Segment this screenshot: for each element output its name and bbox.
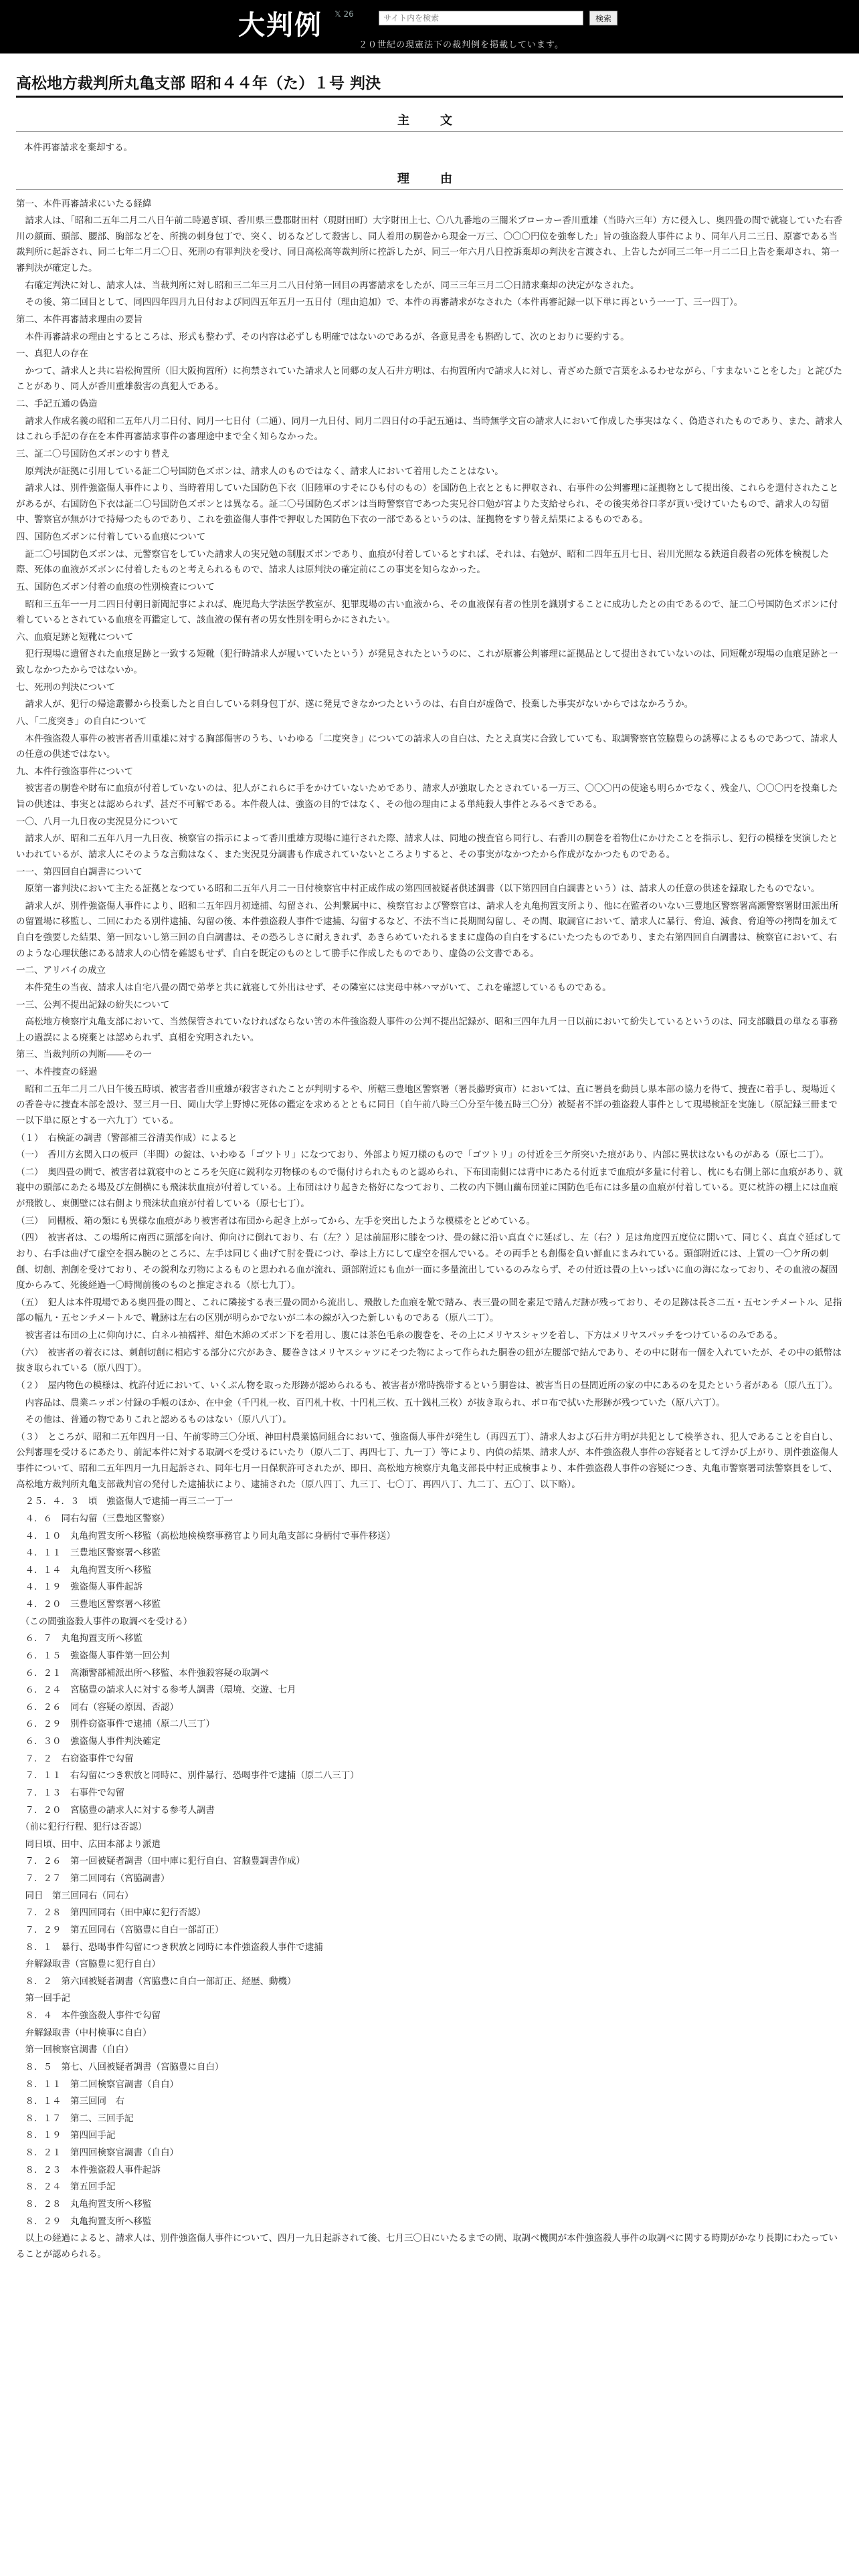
reason-paragraph: ８．１７ 第二、三回手記 — [16, 2113, 134, 2124]
reason-paragraph: 二、手記五通の偽造 — [16, 399, 98, 410]
reason-paragraph: ８．２１ 第四回検察官調書（自白） — [16, 2147, 179, 2159]
reason-paragraph: （この間強盗殺人事件の取調べを受ける） — [16, 1616, 193, 1627]
reason-paragraph: ７．１１ 右勾留につき釈放と同時に、別件暴行、恐喝事件で逮捕（原二八三丁） — [16, 1770, 359, 1782]
reason-paragraph: 九、本件行強盗事件について — [16, 766, 134, 777]
reason-paragraph: 被害者の胴巻や財布に血痕が付着していないのは、犯人がこれらに手をかけていないためであり、請求人が強取したとされている一万三、〇〇〇円の使途も明らかでなく、残金八、〇〇〇円を投棄した旨の供述は、事実とは認められず、甚だ不可解である。本件殺人は、強盗の目的ではなく、その他の理由による単純殺人事件とみるべきである。 — [16, 783, 838, 811]
reason-paragraph: （１） 右検証の調書（警部補三谷清美作成）によると — [16, 1132, 237, 1144]
reason-paragraph: （三） 同棚板、箱の類にも異様な血痕があり被害者は布団から起き上がってから、左手を突出したような模様をとどめている。 — [16, 1215, 536, 1226]
site-tagline: ２０世紀の現憲法下の裁判例を掲載しています。 — [359, 40, 564, 50]
reason-paragraph: 同日 第三回同右（同右） — [16, 1890, 134, 1901]
reason-paragraph: その他は、普通の物でありこれと認めるものはない（原八八丁）。 — [16, 1414, 292, 1426]
reason-paragraph: ４．２０ 三豊地区警察署へ移監 — [16, 1599, 161, 1610]
site-logo[interactable]: 大判例 — [238, 9, 322, 41]
reason-paragraph: 一三、公判不提出記録の紛失について — [16, 999, 170, 1010]
reason-paragraph: その後、第二回目として、同四四年四月九日付および同四五年五月一五日付（理由追加）で、本件の再審請求がなされた（本件再審記録一以下単に再という一一丁、三一四丁）。 — [16, 297, 743, 308]
reason-paragraph: ８．２８ 丸亀拘置支所へ移監 — [16, 2198, 152, 2210]
reason-paragraph: 第二、本件再審請求理由の要旨 — [16, 314, 142, 325]
main-text-heading: 主 文 — [16, 111, 843, 132]
reason-paragraph: 以上の経過によると、請求人は、別件強盗傷人事件について、四月一九日起訴されて後、七月三〇日にいたるまでの間、取調べ機関が本件強盗殺人事件の取調べに関する時期がかなり長期にわたっていることが認められる。 — [16, 2233, 838, 2260]
reason-paragraph: 一、本件捜査の経過 — [16, 1067, 98, 1078]
reason-paragraph: ８．２３ 本件強盗殺人事件起訴 — [16, 2164, 161, 2175]
reason-paragraph: 第一回検察官調書（自白） — [16, 2044, 134, 2056]
site-header — [0, 0, 859, 53]
reason-paragraph: ４．１９ 強盗傷人事件起訴 — [16, 1582, 142, 1593]
reason-paragraph: 一、真犯人の存在 — [16, 348, 88, 360]
reason-paragraph: ６．３０ 強盗傷人事件判決確定 — [16, 1736, 161, 1747]
reason-paragraph: 一一、第四回自白調書について — [16, 866, 142, 877]
reason-paragraph: 高松地方検察庁丸亀支部において、当然保管されていなければならない筈の本件強盗殺人事件の公判不提出記録が、昭和三四年九月一日以前において紛失しているというのは、同支部職員の単なる事務上の過誤による廃棄とは認められず、真相を究明されたい。 — [16, 1016, 838, 1043]
reason-paragraph: ７．２９ 第五回同右（宮脇豊に自白一部訂正） — [16, 1924, 224, 1935]
reason-paragraph: ７．２８ 第四回同右（田中庫に犯行否認） — [16, 1907, 206, 1919]
reason-paragraph: 請求人作成名義の昭和二五年八月二日付、同月一七日付（二通）、同月一九日付、同月二四日付の手記五通は、当時無学文盲の請求人において作成した事実はなく、偽造されたものであり、また、請求人はこれら手記の存在を本件再審請求事件の審理途中まで全く知らなかった。 — [16, 415, 842, 443]
reason-paragraph: 一二、アリバイの成立 — [16, 965, 106, 976]
reason-paragraph: ７．１３ 右事件で勾留 — [16, 1787, 124, 1798]
reason-paragraph: 六、血痕足跡と短靴について — [16, 631, 134, 643]
reason-paragraph: ８．４ 本件強盗殺人事件で勾留 — [16, 2010, 161, 2022]
reason-paragraph: ４．１１ 三豊地区警察署へ移監 — [16, 1547, 161, 1559]
search-input[interactable] — [379, 11, 583, 25]
reason-paragraph: 原判決が証拠に引用している証二〇号国防色ズボンは、請求人のものではなく、請求人において着用したことはない。 — [16, 465, 504, 477]
reason-paragraph: 右確定判決に対し、請求人は、当裁判所に対し昭和三二年三月二八日付第一回目の再審請求をしたが、同三三年三月二〇日請求棄却の決定がなされた。 — [16, 280, 640, 291]
reason-paragraph: ８．５ 第七、八回被疑者調書（宮脇豊に自白） — [16, 2061, 224, 2072]
reason-paragraph: ８．１１ 第二回検察官調書（自白） — [16, 2078, 179, 2090]
reason-paragraph: ８．１９ 第四回手記 — [16, 2130, 116, 2141]
reason-paragraph: 請求人が、別件強盗傷人事件により、昭和二五年四月初達捕、勾留され、公判繋属中に、検察官および警察官は、請求人を丸亀拘置支所より、他に在監者のいない三豊地区警察署高瀬警察署財田派出所の留置場に移監し、二回にわたる別件逮捕、勾留の後、本件強盗殺人事件で逮捕、勾留するなど、不法不当に長期間勾留し、その間、取調官において、請求人に暴行、脅迫、減食、脅迫等の拷問を加えて自白を強要した結果、第一回ないし第三回の自白調書は、その恐ろしさに耐えきれず、あきらめていたれるままに虚偽の自白をするにいたつたものであり、また右第四回自白調書は、検察官において、右のような心理状態にある請求人の心情を確認もせず、自白を既定のものとして勝手に作成したものであり、虚偽の公文書である。 — [16, 900, 839, 959]
reason-paragraph: ６．２６ 同右（容疑の原因、否認） — [16, 1701, 179, 1713]
reason-paragraph: 昭和三五年一一月二四日付朝日新聞記事によれば、鹿児島大学法医学教室が、犯罪現場の古い血液から、その血液保有者の性別を識別することに成功したとの由であるので、証二〇号国防色ズボンに付着しているとされている血痕を再鑑定して、該血液の保有者の男女性別を明らかにされたい。 — [16, 599, 838, 626]
reason-paragraph: （六） 被害者の着衣には、刺創切創に相応する部分に穴があき、腰巻きはメリヤスシャツにそつた物によって作られた胴巻の紐が左腰部で結んであり、その中に財布一個を入れていたが、その中の紙幣は抜き取られている（原八四丁）。 — [16, 1347, 842, 1374]
reason-paragraph: （前に犯行行程、犯行は否認） — [16, 1822, 147, 1833]
reason-paragraph: 請求人が、犯行の帰途叢鬱から投棄したと自白している刺身包丁が、遂に発見できなかつたというのは、右自白が虚偽で、投棄した事実がないからではなかろうか。 — [16, 699, 694, 710]
reason-paragraph: 七、死刑の判決について — [16, 681, 116, 693]
reason-paragraph: 八、「二度突き」の自白について — [16, 716, 147, 727]
reason-paragraph: かつて、請求人と共に岩松拘置所（旧大阪拘置所）に拘禁されていた請求人と同郷の友人石井方明は、右拘置所内で請求人に対し、青ざめた顔で言葉をふるわせながら、「すまないことをした」と詫びたことがあり、同人が香川重雄殺害の真犯人である。 — [16, 365, 842, 393]
reason-paragraph: ６．２４ 宮脇豊の請求人に対する参考人調書（環境、交遊、七月 — [16, 1685, 296, 1696]
reason-paragraph: 同日頃、田中、広田本部より派遣 — [16, 1838, 161, 1850]
reason-paragraph: 被害者は布団の上に仰向けに、白ネル袖襦袢、紺色木綿のズボン下を着用し、腹には茶色毛糸の腹巻を、その上にメリヤスシャツを着し、下方はメリヤスパッチをつけているのみである。 — [16, 1330, 783, 1341]
reason-paragraph: ６．７ 丸亀拘置支所へ移監 — [16, 1633, 142, 1644]
reason-paragraph: （一） 香川方玄関入口の板戸（半間）の錠は、いわゆる「ゴツトリ」になつており、外部より短刀様のもので「ゴツトリ」の付近を三ケ所突いた痕があり、内部に異状はないものがある（原七二丁）。 — [16, 1150, 829, 1161]
reason-paragraph: 第一回手記 — [16, 1993, 70, 2004]
reason-paragraph: 請求人は、「昭和二五年二月二八日午前二時過ぎ頃、香川県三豊郡財田村（現財田町）大字財田上七、〇八九番地の三闇米ブローカー香川重雄（当時六三年）方に侵入し、奥四畳の間で就寝していた右香川の顔面、頭部、腰部、胸部などを、所携の刺身包丁で、突く、切るなどして殺害し、同人着用の胴巻から現金一万三、〇〇〇円位を強奪した」旨の強盗殺人事件により、同年八月二三日、原審である当裁判所に起訴され、同二七年二月二〇日、死刑の有罪判決を受け、同日高松高等裁判所に控訴したが、同三一年六月八日控訴棄却の判決を言渡され、上告したが同三二年一月二二日上告を棄却され、第一審判決が確定した。 — [16, 215, 842, 274]
reason-paragraph: ６．２１ 高瀬警部補派出所へ移監、本件強殺容疑の取調べ — [16, 1667, 269, 1679]
reason-paragraph: 内容品は、農業ニッポン付録の手帳のほか、在中金（千円札一枚、百円札十枚、十円札三枚、五十銭札三枚）が抜き取られ、ボロ布で拭いた形跡が残つていた（原八六丁）。 — [16, 1397, 726, 1408]
reason-paragraph: （二） 奥四畳の間で、被害者は就寝中のところを矢庭に鋭利な刃物様のもので傷付けられたものと認められ、下布団南側には背中にあたる付近まで血痕が多量に付着し、枕にも右側上部に血痕があり、就寝中の頭部にあたる場及び左側横にも飛沫状血痕が付着している。上布団はけり起きた格好になつており、二枚の内下側山繭布団並に国防色毛布には多量の血痕が付着している。更に枕許の棚上には血痕が飛散し、東側壁には右側より飛沫状血痕が付着している（原七七丁）。 — [16, 1166, 843, 1210]
reason-paragraph: ８．１４ 第三回同 右 — [16, 2096, 124, 2107]
case-title: 高松地方裁判所丸亀支部 昭和４４年（た）１号 判決 — [16, 71, 843, 98]
reason-paragraph: 本件再審請求の理由とするところは、形式も整わず、その内容は必ずしも明確ではないのであるが、各意見書をも斟酌して、次のとおりに要約する。 — [16, 331, 630, 342]
reason-paragraph: 犯行現場に遺留された血痕足跡と一致する短靴（犯行時請求人が履いていたという）が発見されたというのに、これが原審公判審理に証拠品として提出されていないのは、同短靴が現場の血痕足跡と一致しなかつたからではないか。 — [16, 649, 838, 676]
reason-paragraph: ７．２７ 第二回同右（宮脇調書） — [16, 1873, 170, 1885]
reason-paragraph: 弁解録取書（中村検事に自白） — [16, 2027, 152, 2038]
reason-paragraph: ６．２９ 別件窃盗事件で逮捕（原二八三丁） — [16, 1719, 215, 1730]
reason-paragraph: ７．２ 右窃盗事件で勾留 — [16, 1753, 134, 1764]
reason-paragraph: 一〇、八月一九日夜の実況見分について — [16, 816, 179, 827]
reason-paragraph: 請求人が、昭和二五年八月一九日夜、検察官の指示によって香川重雄方現場に連行された際、請求人は、同地の捜査官ら同行し、右香川の胴巻を着物仕にかけたことを指示し、犯行の模様を実演したといわれているが、請求人にそのような言動はなく、また実況見分調書も作成されていないところよりすると、その事実がなかつたから作成がなかつたものである。 — [16, 833, 838, 860]
reason-paragraph: 弁解録取書（宮脇豊に犯行自白） — [16, 1959, 161, 1970]
reason-paragraph: （五） 犯人は本件現場である奥四畳の間と、これに隣接する表三畳の間から流出し、飛散した血痕を靴で踏み、表三畳の間を素足で踏んだ跡が残っており、その足跡は長さ二五・五センチメートル、足指部の幅九・五センチメートルで、靴跡は左右の区別が明らかでないが二本の線が入つた新しいものである（原八二丁）。 — [16, 1297, 842, 1324]
reason-paragraph: ８．１ 暴行、恐喝事件勾留につき釈放と同時に本件強盗殺人事件で逮捕 — [16, 1941, 323, 1953]
reason-paragraph: 昭和二五年二月二八日午後五時頃、被害者香川重雄が殺害されたことが判明するや、所轄三豊地区警察署（署長藤野寅市）においては、直に署員を動員し県本部の協力を得て、捜査に着手し、現場近くの香巻寺に捜査本部を設け、翌三月一日、岡山大学上野博に死体の鑑定を求めるとともに同日（自午前八時三〇分至午後五時三〇分）被疑者不詳の強盗殺人事件として現場検証を実施し（原記録三冊まで一以下単に原とする一六九丁）ている。 — [16, 1083, 838, 1126]
reason-paragraph: ８．２ 第六回被疑者調書（宮脇豊に自白一部訂正、経歴、動機） — [16, 1975, 296, 1987]
reason-paragraph: （四） 被害者は、この場所に南西に頭部を向け、仰向けに倒れており、右（左？）足は前屈形に膝をつけ、畳の縁に沿い真直ぐに延ばし、左（右？）足は角度四五度位に開いて、同じく、真直ぐ延ばしており、右手は曲げて虚空を掴み腕のところに、左手は同じく曲げて肘を畳につけ、拳は上方にして虚空を掴んでいる。その両手とも創傷を負い鮮血にまみれている。頭部附近には、上質の一〇ケ所の刺創、切創、割創を受けており、その鋭利な刃物によるものと思われる血が流れ、頭部附近にも血が一面に多量流出しているのみならず、その付近は畳の上いっぱいに血の海になっており、その血液の凝固度からみて、死後経過一〇時間前後のものと推定される（原七九丁）。 — [16, 1232, 842, 1291]
reason-paragraph: ６．１５ 強盗傷人事件第一回公判 — [16, 1650, 170, 1661]
reason-paragraph: （２） 屋内物色の模様は、枕許付近において、いくぶん物を取った形跡が認められるも、被害者が常時携帯するという胴巻は、被害当日の昼間近所の家の中にあるのを見たという者がある（原八五丁）。 — [16, 1380, 838, 1391]
reason-paragraph: 第三、当裁判所の判断――その一 — [16, 1049, 152, 1061]
reason-paragraph: 本件強盗殺人事件の被害者香川重雄に対する胸部傷害のうち、いわゆる「二度突き」についての請求人の自白は、たとえ真実に合致していても、取調警察官笠脇豊らの誘導によるものであつて、請求人の任意の供述ではない。 — [16, 733, 838, 760]
reason-paragraph: 五、国防色ズボン付着の血痕の性別検査について — [16, 581, 215, 593]
reason-paragraph: 四、国防色ズボンに付着している血痕について — [16, 532, 206, 543]
reason-heading: 理 由 — [16, 169, 843, 190]
search-button[interactable]: 検索 — [589, 11, 617, 25]
main-text: 本件再審請求を棄却する。 — [24, 142, 132, 153]
reason-paragraph: 三、証二〇号国防色ズボンのすり替え — [16, 448, 170, 459]
reason-paragraph: 原第一審判決において主たる証拠となつている昭和二五年八月二一日付検察官中村正成作成の第四回被疑者供述調書（以下第四回自白調書という）は、請求人の任意の供述を録取したものでない。 — [16, 883, 820, 895]
reason-paragraph: 本件発生の当夜、請求人は自宅八畳の間で弟孝と共に就寝して外出はせず、その隣室には実母中林ハマがいて、これを確認しているものである。 — [16, 982, 611, 993]
reason-paragraph: 第一、本件再審請求にいたる経緯 — [16, 198, 152, 209]
reason-paragraph: ４．６ 同右勾留（三豊地区警察） — [16, 1513, 170, 1524]
reason-paragraph: ７．２０ 宮脇豊の請求人に対する参考人調書 — [16, 1804, 215, 1816]
reason-paragraph: ２５．４．３ 頃 強盗傷人で逮捕一再三二一丁一 — [16, 1496, 233, 1507]
x-share-link[interactable]: 𝕏 26 — [335, 9, 354, 19]
reason-paragraph: 証二〇号国防色ズボンは、元警察官をしていた請求人の実兄勉の制服ズボンであり、血痕が付着しているとすれば、それは、右勉が、昭和二四年五月七日、岩川光照なる鉄道自殺者の死体を検視した際、死体の血液がズボンに付着したものと考えられるもので、請求人は原判決の確定前にこの事実を知らなかった。 — [16, 548, 829, 576]
reason-paragraph: ４．１４ 丸亀拘置支所へ移監 — [16, 1564, 152, 1576]
reason-paragraph: ４．１０ 丸亀拘置支所へ移監（高松地検検察事務官より同丸亀支部に身柄付で事件移送） — [16, 1530, 395, 1541]
reason-paragraph: 請求人は、別件強盗傷人事件により、当時着用していた国防色下衣（旧陸軍のすそにひも付のもの）を国防色上衣とともに押収され、右事件の公判審理に証拠物として提出後、これらを還付されたことがあるが、右国防色下衣は証二〇号国防色ズボンとは異なる。証二〇号国防色ズボンは当時警察官であつた実兄谷口勉が宮よりた支給せられ、その後実弟谷口孝が貰い受けていたもので、請求人の勾留中、警察官が無がけで持帰つたものであり、これを強盗傷人事件で押収した国防色下衣の一部であるというのは、証拠物をすり替え結果によるものである。 — [16, 483, 839, 526]
reason-paragraph: ８．２９ 丸亀拘置支所へ移監 — [16, 2216, 152, 2227]
reason-paragraph: （３） ところが、昭和二五年四月一日、午前零時三〇分頃、神田村農業協同組合において、強盗傷人事件が発生し（再四五丁）、請求人および石井方明が共犯として検挙され、犯人であることを自白し、公判審理を受けるにあたり、前記本件に対する取調べを受けるにいたり（原八二丁、再四七丁、九一丁）等により、内偵の結果、請求人が、本件強盗殺人事件の容疑者として浮かび上がり、別件強盗傷人事件について、昭和二五年四月一九日起訴され、同年七月一日保釈許可されたが、即日、高松地方検察庁丸亀支部長中村正成検事より、本件強盗殺人事件の容疑につき、丸亀市警察署司法警察員をして、高松地方裁判所丸亀支部裁判官の発付した逮捕状により、逮捕された（原八四丁、九三丁、七〇丁、再四八丁、九二丁、五〇丁、以下略）。 — [16, 1431, 839, 1490]
reason-body — [16, 197, 843, 2263]
reason-paragraph: ８．２４ 第五回手記 — [16, 2181, 116, 2193]
reason-paragraph: ７．２６ 第一回被疑者調書（田中庫に犯行自白、宮脇豊調書作成） — [16, 1856, 305, 1867]
main-content — [0, 71, 859, 2262]
